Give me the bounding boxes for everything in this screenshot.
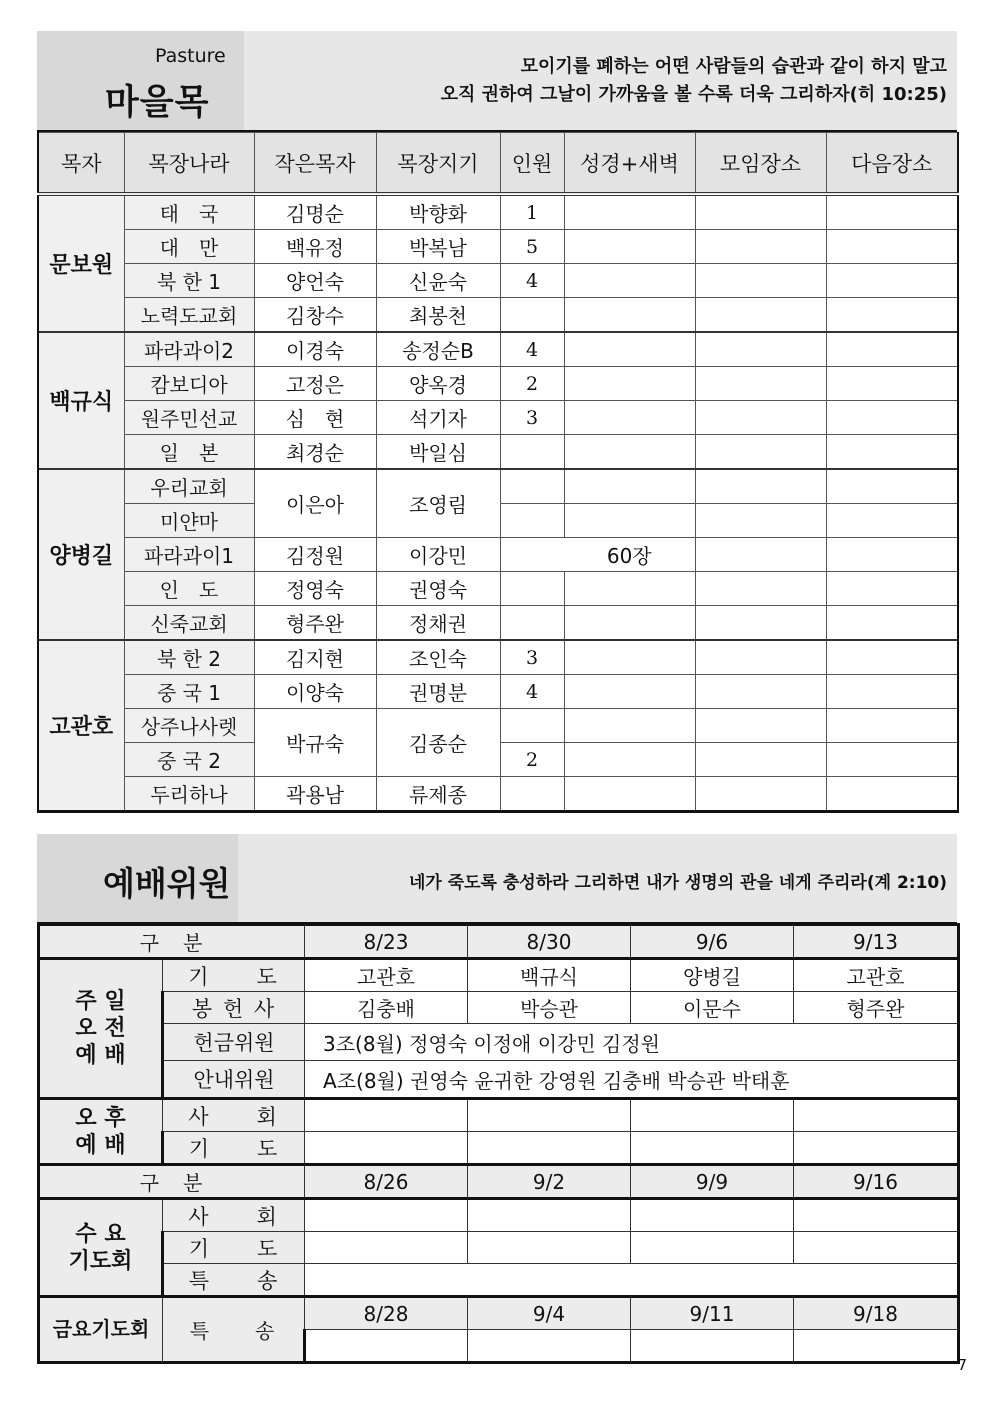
table-row — [38, 777, 958, 812]
bible-cell — [564, 709, 695, 743]
page-number: 7 — [957, 1356, 967, 1374]
country-cell: 우리교회 — [124, 469, 254, 504]
small-leader-cell: 김정원 — [254, 538, 376, 572]
empty-cell — [794, 1199, 959, 1232]
place-cell — [695, 640, 826, 675]
empty-cell — [305, 1132, 468, 1165]
next-place-cell — [826, 298, 958, 333]
leader-cell: 양병길 — [38, 469, 124, 640]
country-cell: 두리하나 — [124, 777, 254, 812]
pasture-header-row — [38, 133, 958, 195]
pasture-title-box — [37, 31, 244, 130]
empty-cell — [631, 1099, 794, 1132]
col-header: 다음장소 — [826, 133, 958, 195]
count-cell — [500, 777, 564, 812]
bible-cell — [564, 572, 695, 606]
empty-cell — [631, 1232, 794, 1264]
empty-cell — [305, 1099, 468, 1132]
country-cell: 미얀마 — [124, 504, 254, 538]
pasture-header — [37, 31, 957, 133]
count-cell — [500, 572, 564, 606]
count-cell — [500, 435, 564, 470]
keeper-cell: 송정순B — [376, 332, 500, 367]
pasture-verse-line1: 모이기를 폐하는 어떤 사람들의 습관과 같이 하지 말고 — [520, 56, 947, 77]
prayer-cell: 양병길 — [631, 959, 794, 992]
offering-cell: 이문수 — [631, 992, 794, 1024]
bible-cell — [564, 504, 695, 538]
bible-cell — [564, 298, 695, 333]
country-cell: 일 본 — [124, 435, 254, 470]
empty-cell — [305, 1199, 468, 1232]
pasture-title-en: Pasture — [155, 45, 226, 67]
place-cell — [695, 606, 826, 641]
table-row — [38, 435, 958, 470]
date-cell: 9/13 — [794, 925, 959, 959]
small-leader-cell: 김지현 — [254, 640, 376, 675]
date-cell: 9/2 — [468, 1165, 631, 1199]
keeper-cell: 조영림 — [376, 469, 500, 538]
small-leader-cell: 곽용남 — [254, 777, 376, 812]
country-cell: 원주민선교 — [124, 401, 254, 435]
next-place-cell — [826, 469, 958, 504]
table-row — [38, 675, 958, 709]
country-cell: 상주나사렛 — [124, 709, 254, 743]
empty-cell — [468, 1330, 631, 1363]
table-row — [38, 572, 958, 606]
table-row — [38, 709, 958, 743]
country-cell: 신죽교회 — [124, 606, 254, 641]
small-leader-cell: 이경숙 — [254, 332, 376, 367]
empty-cell — [794, 1232, 959, 1264]
table-row — [38, 538, 958, 572]
small-leader-cell: 양언숙 — [254, 264, 376, 298]
sunday-am-text: 주 일 오 전 예 배 — [75, 989, 126, 1068]
next-place-cell — [826, 606, 958, 641]
next-place-cell — [826, 194, 958, 230]
next-place-cell — [826, 264, 958, 298]
role-label: 봉 헌 사 — [163, 992, 305, 1024]
place-cell — [695, 469, 826, 504]
place-cell — [695, 709, 826, 743]
prayer-cell: 고관호 — [305, 959, 468, 992]
small-leader-cell: 백유정 — [254, 230, 376, 264]
wed-special-row — [39, 1264, 959, 1297]
worship-verse: 네가 죽도록 충성하라 그리하면 내가 생명의 관을 네게 주리라(계 2:10) — [408, 873, 947, 893]
role-label: 사 회 — [163, 1099, 305, 1132]
date-cell: 8/26 — [305, 1165, 468, 1199]
sunday-am-label — [39, 959, 163, 1099]
empty-cell — [631, 1330, 794, 1363]
worship-title: 예배위원 — [103, 864, 231, 903]
offering-row — [39, 992, 959, 1024]
table-row — [38, 367, 958, 401]
usher-row — [39, 1061, 959, 1099]
offering-cell: 김충배 — [305, 992, 468, 1024]
count-cell: 2 — [500, 743, 564, 777]
worship-table — [37, 923, 960, 1364]
offering-cell: 형주완 — [794, 992, 959, 1024]
count-cell — [500, 298, 564, 333]
table-row — [38, 194, 958, 230]
country-cell: 중 국 1 — [124, 675, 254, 709]
role-label: 기 도 — [163, 1232, 305, 1264]
country-cell: 노력도교회 — [124, 298, 254, 333]
count-cell: 2 — [500, 367, 564, 401]
keeper-cell: 정채권 — [376, 606, 500, 641]
table-row — [38, 298, 958, 333]
keeper-cell: 박일심 — [376, 435, 500, 470]
next-place-cell — [826, 640, 958, 675]
small-leader-cell: 김명순 — [254, 194, 376, 230]
empty-cell — [468, 1099, 631, 1132]
count-cell: 4 — [500, 675, 564, 709]
keeper-cell: 이강민 — [376, 538, 500, 572]
next-place-cell — [826, 367, 958, 401]
date-cell: 9/9 — [631, 1165, 794, 1199]
date-cell: 8/30 — [468, 925, 631, 959]
keeper-cell: 신윤숙 — [376, 264, 500, 298]
usher-cell: A조(8월) 권영숙 윤귀한 강영원 김충배 박승관 박태훈 — [305, 1061, 959, 1099]
date-cell: 9/18 — [794, 1297, 959, 1330]
empty-cell — [468, 1132, 631, 1165]
role-label: 기 도 — [163, 959, 305, 992]
small-leader-cell: 정영숙 — [254, 572, 376, 606]
bible-cell — [564, 435, 695, 470]
leader-cell: 고관호 — [38, 640, 124, 812]
keeper-cell: 김종순 — [376, 709, 500, 777]
treasurer-cell: 3조(8월) 정영숙 이정애 이강민 김정원 — [305, 1024, 959, 1061]
next-place-cell — [826, 538, 958, 572]
wed-label-text: 수 요 기도회 — [68, 1221, 133, 1274]
col-header: 목장나라 — [124, 133, 254, 195]
keeper-cell: 박향화 — [376, 194, 500, 230]
bible-cell — [564, 675, 695, 709]
small-leader-cell: 최경순 — [254, 435, 376, 470]
small-leader-cell: 이양숙 — [254, 675, 376, 709]
country-cell: 북 한 2 — [124, 640, 254, 675]
bible-cell — [564, 230, 695, 264]
place-cell — [695, 298, 826, 333]
pasture-title-ko: 마을목 — [105, 83, 210, 123]
country-cell: 파라과이1 — [124, 538, 254, 572]
date-cell: 9/16 — [794, 1165, 959, 1199]
bible-cell — [564, 469, 695, 504]
col-header: 목자 — [38, 133, 124, 195]
count-cell: 3 — [500, 640, 564, 675]
col-header: 목장지기 — [376, 133, 500, 195]
role-label: 특 송 — [163, 1264, 305, 1297]
empty-cell — [794, 1132, 959, 1165]
count-cell — [500, 504, 564, 538]
next-place-cell — [826, 435, 958, 470]
worship-title-box — [37, 834, 238, 922]
count-cell — [500, 709, 564, 743]
keeper-cell: 석기자 — [376, 401, 500, 435]
country-cell: 중 국 2 — [124, 743, 254, 777]
bible-cell — [564, 401, 695, 435]
bible-cell — [564, 194, 695, 230]
bible-cell — [564, 743, 695, 777]
small-leader-cell: 고정은 — [254, 367, 376, 401]
empty-cell — [305, 1264, 959, 1297]
small-leader-cell: 심 현 — [254, 401, 376, 435]
wed-date-row — [39, 1165, 959, 1199]
next-place-cell — [826, 709, 958, 743]
place-cell — [695, 332, 826, 367]
place-cell — [695, 675, 826, 709]
country-cell: 파라과이2 — [124, 332, 254, 367]
count-cell: 5 — [500, 230, 564, 264]
keeper-cell: 양옥경 — [376, 367, 500, 401]
role-label: 사 회 — [163, 1199, 305, 1232]
place-cell — [695, 572, 826, 606]
next-place-cell — [826, 572, 958, 606]
bible-cell — [564, 264, 695, 298]
prayer-cell: 고관호 — [794, 959, 959, 992]
pasture-verse — [441, 53, 947, 109]
empty-cell — [794, 1099, 959, 1132]
fri-date-row — [39, 1297, 959, 1330]
worship-header — [37, 834, 957, 925]
country-cell: 인 도 — [124, 572, 254, 606]
col-header: 성경+새벽 — [564, 133, 695, 195]
place-cell — [695, 504, 826, 538]
table-row — [38, 332, 958, 367]
col-header: 작은목자 — [254, 133, 376, 195]
bible-cell — [564, 367, 695, 401]
role-label: 안내위원 — [163, 1061, 305, 1099]
empty-cell — [794, 1330, 959, 1363]
count-cell: 3 — [500, 401, 564, 435]
offering-cell: 박승관 — [468, 992, 631, 1024]
prayer-row — [39, 959, 959, 992]
fri-label: 금요기도회 — [39, 1297, 163, 1363]
sunday-pm-label — [39, 1099, 163, 1165]
table-row — [38, 230, 958, 264]
keeper-cell: 권명분 — [376, 675, 500, 709]
place-cell — [695, 777, 826, 812]
next-place-cell — [826, 777, 958, 812]
keeper-cell: 조인숙 — [376, 640, 500, 675]
keeper-cell: 권영숙 — [376, 572, 500, 606]
leader-cell: 문보원 — [38, 194, 124, 332]
sunday-pm-text: 오 후 예 배 — [75, 1105, 126, 1158]
place-cell — [695, 538, 826, 572]
place-cell — [695, 743, 826, 777]
place-cell — [695, 194, 826, 230]
pm-host-row — [39, 1099, 959, 1132]
place-cell — [695, 230, 826, 264]
treasurer-row — [39, 1024, 959, 1061]
place-cell — [695, 435, 826, 470]
pasture-table — [37, 132, 959, 813]
role-label: 특 송 — [163, 1297, 305, 1363]
section-label: 구 분 — [39, 1165, 305, 1199]
bible-cell — [564, 606, 695, 641]
country-cell: 태 국 — [124, 194, 254, 230]
count-cell: 4 — [500, 332, 564, 367]
count-cell — [500, 469, 564, 504]
keeper-cell: 최봉천 — [376, 298, 500, 333]
empty-cell — [305, 1330, 468, 1363]
small-leader-cell: 박규숙 — [254, 709, 376, 777]
col-header: 모임장소 — [695, 133, 826, 195]
leader-cell: 백규식 — [38, 332, 124, 469]
table-row — [38, 469, 958, 504]
next-place-cell — [826, 675, 958, 709]
empty-cell — [468, 1199, 631, 1232]
count-cell: 1 — [500, 194, 564, 230]
place-cell — [695, 367, 826, 401]
next-place-cell — [826, 743, 958, 777]
empty-cell — [305, 1232, 468, 1264]
table-row — [38, 640, 958, 675]
date-cell: 9/11 — [631, 1297, 794, 1330]
table-row — [38, 606, 958, 641]
date-cell: 9/4 — [468, 1297, 631, 1330]
wed-prayer-row — [39, 1232, 959, 1264]
count-cell — [500, 538, 564, 572]
wed-label — [39, 1199, 163, 1297]
date-header-row — [39, 925, 959, 959]
bible-cell — [564, 777, 695, 812]
date-cell: 9/6 — [631, 925, 794, 959]
bible-cell: 60장 — [564, 538, 695, 572]
col-header: 인원 — [500, 133, 564, 195]
empty-cell — [631, 1199, 794, 1232]
next-place-cell — [826, 332, 958, 367]
next-place-cell — [826, 230, 958, 264]
empty-cell — [631, 1132, 794, 1165]
empty-cell — [468, 1232, 631, 1264]
keeper-cell: 류제종 — [376, 777, 500, 812]
role-label: 헌금위원 — [163, 1024, 305, 1061]
keeper-cell: 박복남 — [376, 230, 500, 264]
next-place-cell — [826, 401, 958, 435]
country-cell: 북 한 1 — [124, 264, 254, 298]
pm-prayer-row — [39, 1132, 959, 1165]
section-label: 구 분 — [39, 925, 305, 959]
table-row — [38, 401, 958, 435]
wed-host-row — [39, 1199, 959, 1232]
pasture-verse-line2: 오직 권하여 그날이 가까움을 볼 수록 더욱 그리하자(히 10:25) — [440, 84, 947, 105]
next-place-cell — [826, 504, 958, 538]
count-cell — [500, 606, 564, 641]
country-cell: 대 만 — [124, 230, 254, 264]
small-leader-cell: 형주완 — [254, 606, 376, 641]
count-cell: 4 — [500, 264, 564, 298]
table-row — [38, 264, 958, 298]
bible-cell — [564, 332, 695, 367]
country-cell: 캄보디아 — [124, 367, 254, 401]
role-label: 기 도 — [163, 1132, 305, 1165]
bible-cell — [564, 640, 695, 675]
small-leader-cell: 김창수 — [254, 298, 376, 333]
small-leader-cell: 이은아 — [254, 469, 376, 538]
prayer-cell: 백규식 — [468, 959, 631, 992]
place-cell — [695, 401, 826, 435]
date-cell: 8/23 — [305, 925, 468, 959]
date-cell: 8/28 — [305, 1297, 468, 1330]
place-cell — [695, 264, 826, 298]
